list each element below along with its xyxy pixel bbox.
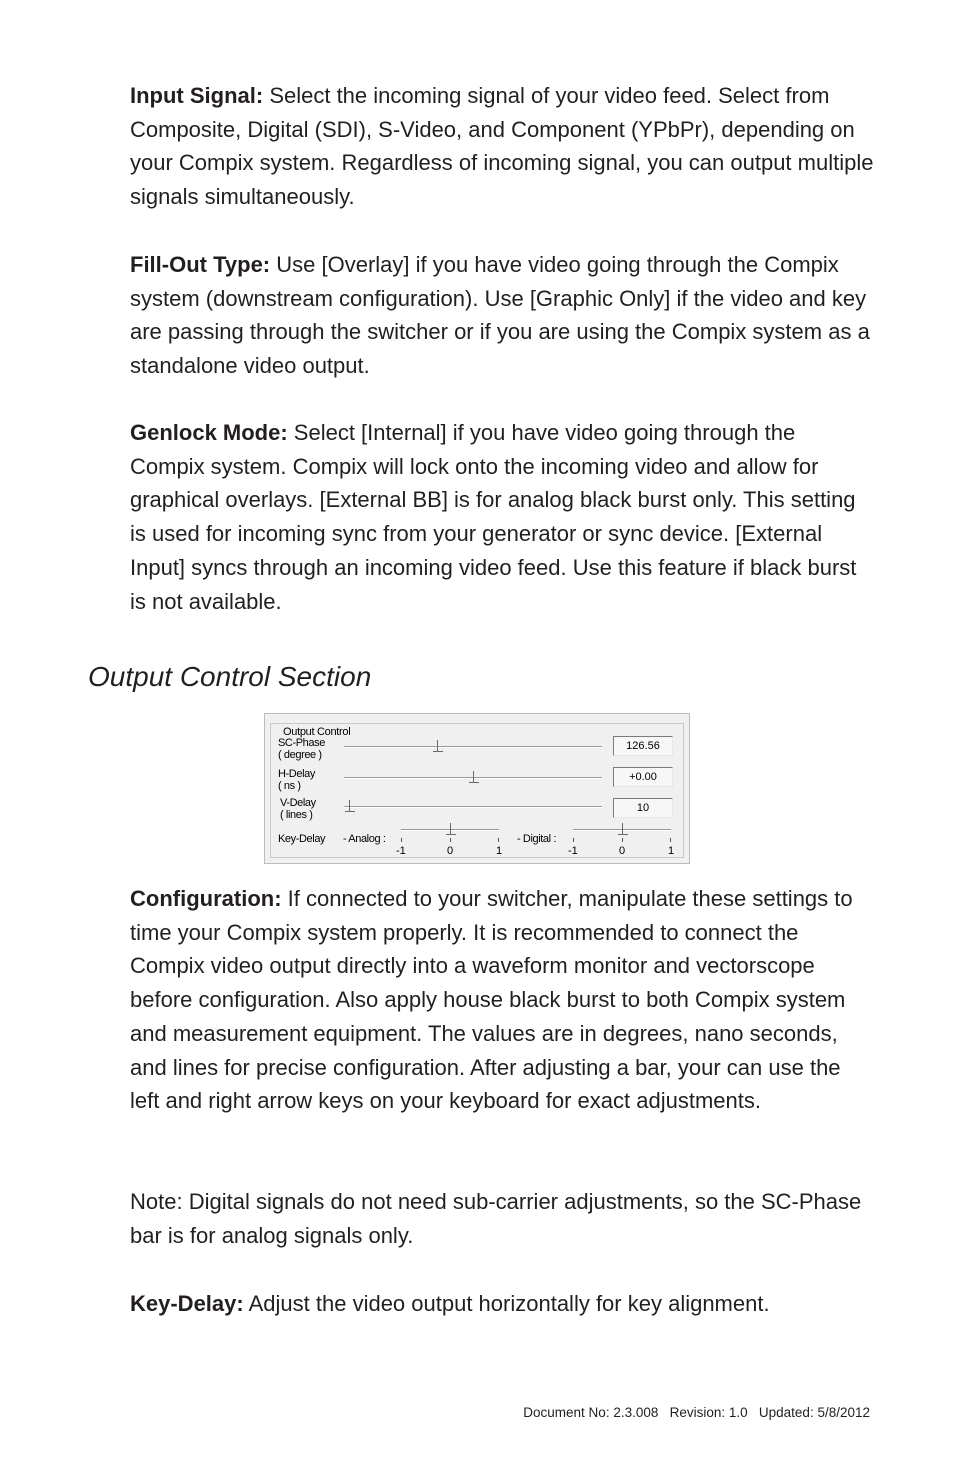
configuration-label: Configuration:: [130, 886, 282, 911]
h-delay-value-input[interactable]: +0.00: [613, 767, 673, 787]
analog-tick-mark: [498, 838, 499, 842]
genlock-mode-label: Genlock Mode:: [130, 420, 288, 445]
input-signal-text: Select the incoming signal of your video feed. Select from Composite, Digital (SDI), S-Video, and Component (YPbPr), depending on your Compix system. Regardless of incoming signal, you can output multiple signals simultaneously.: [130, 83, 874, 210]
output-control-title: Output Control: [283, 726, 351, 738]
note-paragraph: Note: Digital signals do not need sub-carrier adjustments, so the SC-Phase bar is for analog signals only.: [130, 1189, 862, 1248]
document-footer: Document No: 2.3.008 Revision: 1.0 Updated: 5/8/2012: [523, 1405, 870, 1420]
key-delay-analog-label: - Analog :: [343, 833, 386, 845]
sc-phase-slider[interactable]: [344, 746, 602, 748]
genlock-mode-paragraph: [130, 416, 875, 618]
fill-out-type-label: Fill-Out Type:: [130, 252, 271, 277]
h-delay-slider-thumb[interactable]: [473, 771, 479, 783]
v-delay-label-line1: V-Delay: [280, 797, 316, 809]
configuration-paragraph: [130, 882, 875, 1118]
key-delay-paragraph-text: Adjust the video output horizontally for key alignment.: [243, 1291, 770, 1316]
input-signal-paragraph: [130, 79, 875, 214]
analog-tick-mark: [450, 838, 451, 842]
sc-phase-label: [278, 737, 325, 761]
digital-tick-mark: [573, 838, 574, 842]
h-delay-label-line2: ( ns ): [278, 780, 301, 792]
v-delay-slider-thumb[interactable]: [349, 800, 355, 812]
analog-tick-label: -1: [396, 845, 406, 857]
digital-key-delay-slider-thumb[interactable]: [622, 823, 628, 835]
digital-tick-label: 0: [619, 845, 626, 857]
v-delay-label-line2: ( lines ): [280, 809, 313, 821]
v-delay-slider[interactable]: [344, 806, 602, 808]
section-heading: Output Control Section: [88, 661, 372, 692]
sc-phase-value-input[interactable]: 126.56: [613, 736, 673, 756]
digital-tick-label: -1: [568, 845, 578, 857]
key-delay-paragraph: [130, 1287, 875, 1321]
v-delay-label: [280, 797, 316, 821]
digital-tick-mark: [670, 838, 671, 842]
fill-out-type-paragraph: [130, 248, 875, 383]
h-delay-label-line1: H-Delay: [278, 768, 315, 780]
h-delay-label: [278, 768, 315, 792]
digital-tick-label: 1: [668, 845, 675, 857]
input-signal-label: Input Signal:: [130, 83, 264, 108]
v-delay-value-input[interactable]: 10: [613, 798, 673, 818]
analog-tick-label: 1: [496, 845, 503, 857]
genlock-mode-text: Select [Internal] if you have video going through the Compix system. Compix will lock onto the incoming video and allow for graphical overlays. [External BB] is for analog black burst only. This setting is used for incoming sync from your generator or sync device. [External Input] syncs through an incoming video feed. Use this feature if black burst is not available.: [130, 420, 857, 614]
output-control-panel: [264, 713, 690, 864]
configuration-text: If connected to your switcher, manipulate these settings to time your Compix system properly. It is recommended to connect the Compix video output directly into a waveform monitor and vectorscope before configuration. Also apply house black burst to both Compix system and measurement equipment. The values are in degrees, nano seconds, and lines for precise configuration. After adjusting a bar, your can use the left and right arrow keys on your keyboard for exact adjustments.: [130, 886, 853, 1114]
analog-key-delay-slider-thumb[interactable]: [450, 823, 456, 835]
sc-phase-label-line2: ( degree ): [278, 749, 322, 761]
key-delay-digital-label: - Digital :: [517, 833, 556, 845]
analog-tick-label: 0: [447, 845, 454, 857]
key-delay-paragraph-label: Key-Delay:: [130, 1291, 244, 1316]
fill-out-type-text: Use [Overlay] if you have video going through the Compix system (downstream configuration). Use [Graphic Only] if the video and key are passing through the switcher or if you are using the Compix system as a standalone video output.: [130, 252, 870, 379]
sc-phase-slider-thumb[interactable]: [437, 740, 443, 752]
key-delay-label: Key-Delay: [278, 833, 326, 845]
analog-tick-mark: [401, 838, 402, 842]
sc-phase-label-line1: SC-Phase: [278, 737, 325, 749]
digital-tick-mark: [622, 838, 623, 842]
